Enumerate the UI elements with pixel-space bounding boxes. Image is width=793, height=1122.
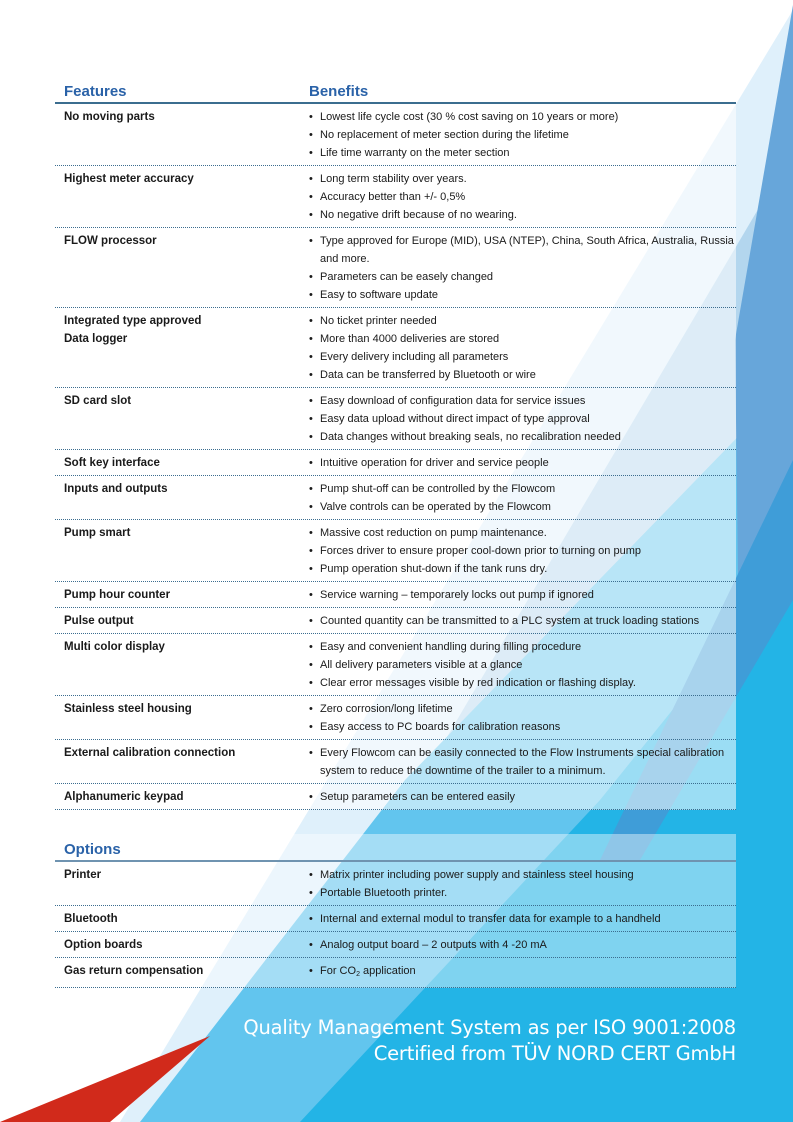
feature-cell [55,700,305,736]
benefit-item: • Zero corrosion/long lifetime [309,700,736,718]
feature-label: Pulse output [64,615,134,627]
benefits-cell [305,700,736,736]
benefits-cell [305,108,736,162]
feature-label: Integrated type approved [64,315,202,327]
feature-cell [55,638,305,692]
table-row [55,388,736,450]
benefits-list [309,910,736,928]
benefits-cell [305,936,736,954]
table-row [55,906,736,932]
benefit-item: • More than 4000 deliveries are stored [309,330,736,348]
benefit-item: • Counted quantity can be transmitted to a PLC system at truck loading stations [309,612,736,630]
features-column-header: Features [64,83,127,100]
certification-line-1: Quality Management System as per ISO 9001:2008 [243,1016,736,1039]
feature-label: SD card slot [64,395,132,407]
benefits-cell [305,586,736,604]
feature-cell [55,170,305,224]
feature-cell [55,392,305,446]
benefits-cell [305,232,736,304]
benefit-item: • Forces driver to ensure proper cool-down prior to turning on pump [309,542,736,560]
feature-label-line-2: Data logger [64,333,128,345]
feature-label: No moving parts [64,111,155,123]
feature-cell [55,936,305,954]
benefit-item: • Easy and convenient handling during filling procedure [309,638,736,656]
feature-cell [55,962,305,984]
benefits-list [309,232,736,304]
benefits-list [309,788,736,806]
benefit-item: • Data can be transferred by Bluetooth or wire [309,366,736,384]
certification-line-2: Certified from TÜV NORD CERT GmbH [373,1042,736,1065]
feature-cell [55,586,305,604]
feature-label: Soft key interface [64,457,160,469]
benefits-list [309,586,736,604]
benefits-list [309,936,736,954]
table-row [55,308,736,388]
benefit-item: • Internal and external modul to transfer data for example to a handheld [309,910,736,928]
feature-label: Gas return compensation [64,965,204,977]
benefits-list [309,312,736,384]
benefit-item: • Type approved for Europe (MID), USA (NTEP), China, South Africa, Australia, Russia and more. [309,232,736,268]
benefits-list [309,524,736,578]
benefit-item: • Massive cost reduction on pump maintenance. [309,524,736,542]
features-table [55,78,736,810]
feature-cell [55,612,305,630]
benefits-list [309,108,736,162]
feature-cell [55,232,305,304]
certification-footer [243,1015,736,1067]
benefit-item: • Easy to software update [309,286,736,304]
feature-label: Option boards [64,939,143,951]
table-row [55,608,736,634]
benefit-item: • No replacement of meter section during the lifetime [309,126,736,144]
feature-cell [55,788,305,806]
feature-cell [55,744,305,780]
benefit-item: • Lowest life cycle cost (30 % cost saving on 10 years or more) [309,108,736,126]
benefits-cell [305,788,736,806]
feature-cell [55,108,305,162]
benefit-item: • Accuracy better than +/- 0,5% [309,188,736,206]
benefit-text-before: For CO [320,965,357,977]
feature-label: Pump hour counter [64,589,171,601]
table-row [55,634,736,696]
feature-label: Highest meter accuracy [64,173,194,185]
benefit-item: • No ticket printer needed [309,312,736,330]
feature-cell [55,312,305,384]
benefits-cell [305,170,736,224]
benefit-item: • Setup parameters can be entered easily [309,788,736,806]
benefits-list [309,700,736,736]
benefit-item: • Service warning – temporarely locks out pump if ignored [309,586,736,604]
benefits-cell [305,744,736,780]
feature-label: External calibration connection [64,747,236,759]
feature-cell [55,866,305,902]
table-row [55,958,736,988]
features-header-row [55,78,736,104]
benefit-subscript: 2 [356,971,360,978]
benefit-item: • Life time warranty on the meter section [309,144,736,162]
options-header-row [55,834,736,862]
benefit-item: • Easy data upload without direct impact of type approval [309,410,736,428]
benefit-item: • Every delivery including all parameters [309,348,736,366]
benefits-cell [305,524,736,578]
benefit-item: • Parameters can be easely changed [309,268,736,286]
benefit-item: • Pump operation shut-down if the tank runs dry. [309,560,736,578]
benefits-cell [305,866,736,902]
benefits-list [309,866,736,902]
benefits-list [309,480,736,516]
benefits-list [309,454,736,472]
feature-cell [55,524,305,578]
table-row [55,104,736,166]
table-row [55,740,736,784]
table-row [55,932,736,958]
benefit-item: • Intuitive operation for driver and service people [309,454,736,472]
feature-label: Multi color display [64,641,165,653]
table-row [55,784,736,810]
table-row [55,450,736,476]
benefits-cell [305,312,736,384]
table-row [55,166,736,228]
benefit-item: • Data changes without breaking seals, no recalibration needed [309,428,736,446]
benefits-list [309,638,736,692]
benefit-item: • Easy access to PC boards for calibration reasons [309,718,736,736]
benefits-column-header: Benefits [309,83,369,100]
benefits-cell [305,454,736,472]
feature-label: Pump smart [64,527,131,539]
benefit-item [309,962,736,984]
feature-label: Inputs and outputs [64,483,168,495]
benefit-item: • Matrix printer including power supply and stainless steel housing [309,866,736,884]
benefit-item: • All delivery parameters visible at a glance [309,656,736,674]
benefit-text-after: application [359,965,416,977]
benefit-item: • Every Flowcom can be easily connected to the Flow Instruments special calibration system to reduce the downtime of the trailer to a minimum. [309,744,736,780]
benefits-cell [305,392,736,446]
benefit-item: • Easy download of configuration data for service issues [309,392,736,410]
table-row [55,476,736,520]
table-row [55,862,736,906]
feature-label: Stainless steel housing [64,703,192,715]
benefit-item: • Valve controls can be operated by the Flowcom [309,498,736,516]
benefits-cell [305,910,736,928]
benefit-item: • Long term stability over years. [309,170,736,188]
benefit-item: • No negative drift because of no wearing. [309,206,736,224]
benefits-cell [305,480,736,516]
benefits-list [309,962,736,984]
feature-cell [55,454,305,472]
feature-cell [55,480,305,516]
benefits-cell [305,638,736,692]
benefit-item: • Pump shut-off can be controlled by the Flowcom [309,480,736,498]
options-title: Options [64,841,121,858]
benefits-cell [305,612,736,630]
benefit-item: • Clear error messages visible by red indication or flashing display. [309,674,736,692]
feature-label: FLOW processor [64,235,157,247]
benefits-cell [305,962,736,984]
benefit-item: • Analog output board – 2 outputs with 4 -20 mA [309,936,736,954]
table-row [55,520,736,582]
benefits-list [309,392,736,446]
benefits-list [309,170,736,224]
feature-label: Printer [64,869,102,881]
options-table [55,834,736,988]
feature-label: Bluetooth [64,913,118,925]
feature-cell [55,910,305,928]
feature-label: Alphanumeric keypad [64,791,184,803]
table-row [55,696,736,740]
benefit-item: • Portable Bluetooth printer. [309,884,736,902]
table-row [55,582,736,608]
benefits-list [309,744,736,780]
benefits-list [309,612,736,630]
table-row [55,228,736,308]
